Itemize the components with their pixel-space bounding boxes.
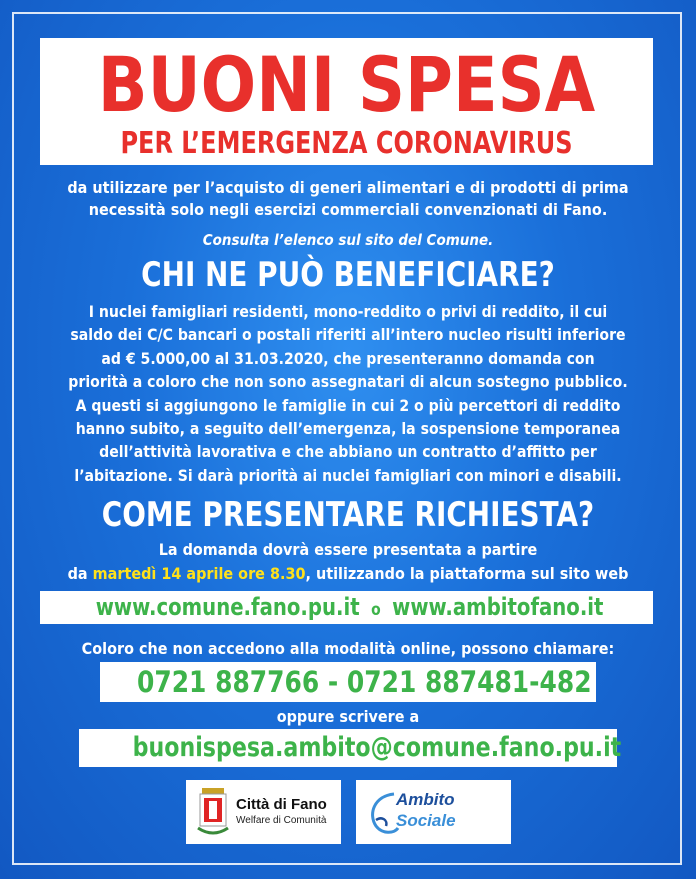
start-date-highlight: martedì 14 aprile ore 8.30 (92, 564, 306, 583)
consult-note: Consulta l’elenco sul sito del Comune. (202, 231, 494, 249)
body-line: hanno subito, a seguito dell’emergenza, la sospensione temporanea (75, 419, 621, 439)
call-text: Coloro che non accedono alla modalità online, possono chiamare: (81, 639, 615, 658)
beneficiaries-text (68, 300, 628, 487)
email-box (79, 729, 622, 767)
phone-numbers-box (100, 662, 596, 702)
fano-logo-title: Città di Fano (236, 796, 327, 813)
write-text: oppure scrivere a (276, 707, 420, 726)
ambito-logo-line2: Sociale (396, 811, 456, 830)
ambito-sociale-logo (356, 780, 511, 844)
websites-box (40, 591, 653, 624)
website-link-ambito[interactable]: www.ambitofano.it (392, 593, 604, 621)
email-address[interactable]: buonispesa.ambito@comune.fano.pu.it (132, 732, 622, 763)
request-prefix: da (67, 564, 93, 583)
body-line: A questi si aggiungono le famiglie in cui 2 o più percettori di reddito (75, 395, 621, 415)
intro-text (62, 177, 634, 221)
body-line: l’abitazione. Si darà priorità ai nuclei famigliari con minori e disabili. (74, 465, 622, 485)
intro-line: da utilizzare per l’acquisto di generi alimentari e di prodotti di prima (67, 178, 629, 197)
body-line: priorità a coloro che non sono assegnatari di alcun sostegno pubblico. (68, 372, 628, 392)
body-line: ad € 5.000,00 al 31.03.2020, che presenteranno domanda con (101, 348, 595, 368)
title-main: BUONI SPESA (97, 40, 596, 129)
fano-logo-subtitle: Welfare di Comunità (236, 815, 327, 826)
intro-line: necessità solo negli esercizi commerciali convenzionati di Fano. (88, 200, 608, 219)
request-heading: COME PRESENTARE RICHIESTA? (101, 495, 595, 535)
request-line (62, 562, 634, 586)
website-link-comune[interactable]: www.comune.fano.pu.it (95, 593, 360, 621)
city-crest-icon (196, 788, 230, 836)
request-line: La domanda dovrà essere presentata a partire (158, 540, 538, 559)
body-line: I nuclei famigliari residenti, mono-reddito o privi di reddito, il cui (88, 302, 608, 321)
request-suffix: , utilizzando la piattaforma sul sito web (305, 564, 629, 583)
request-text (62, 538, 634, 586)
body-line: dell’attività lavorativa e che abbiano un contratto d’affitto per (99, 442, 597, 462)
title-subtitle: PER L’EMERGENZA CORONAVIRUS (120, 126, 573, 161)
beneficiaries-heading: CHI NE PUÒ BENEFICIARE? (141, 255, 555, 295)
body-line: saldo dei C/C bancari o postali riferiti all’intero nucleo risulti inferiore (70, 325, 626, 345)
title-banner (40, 38, 653, 165)
site-separator: o (371, 600, 381, 620)
ambito-logo-line1: Ambito (396, 790, 455, 809)
citta-di-fano-logo (186, 780, 341, 844)
phone-numbers[interactable]: 0721 887766 - 0721 887481-482 (136, 665, 592, 699)
